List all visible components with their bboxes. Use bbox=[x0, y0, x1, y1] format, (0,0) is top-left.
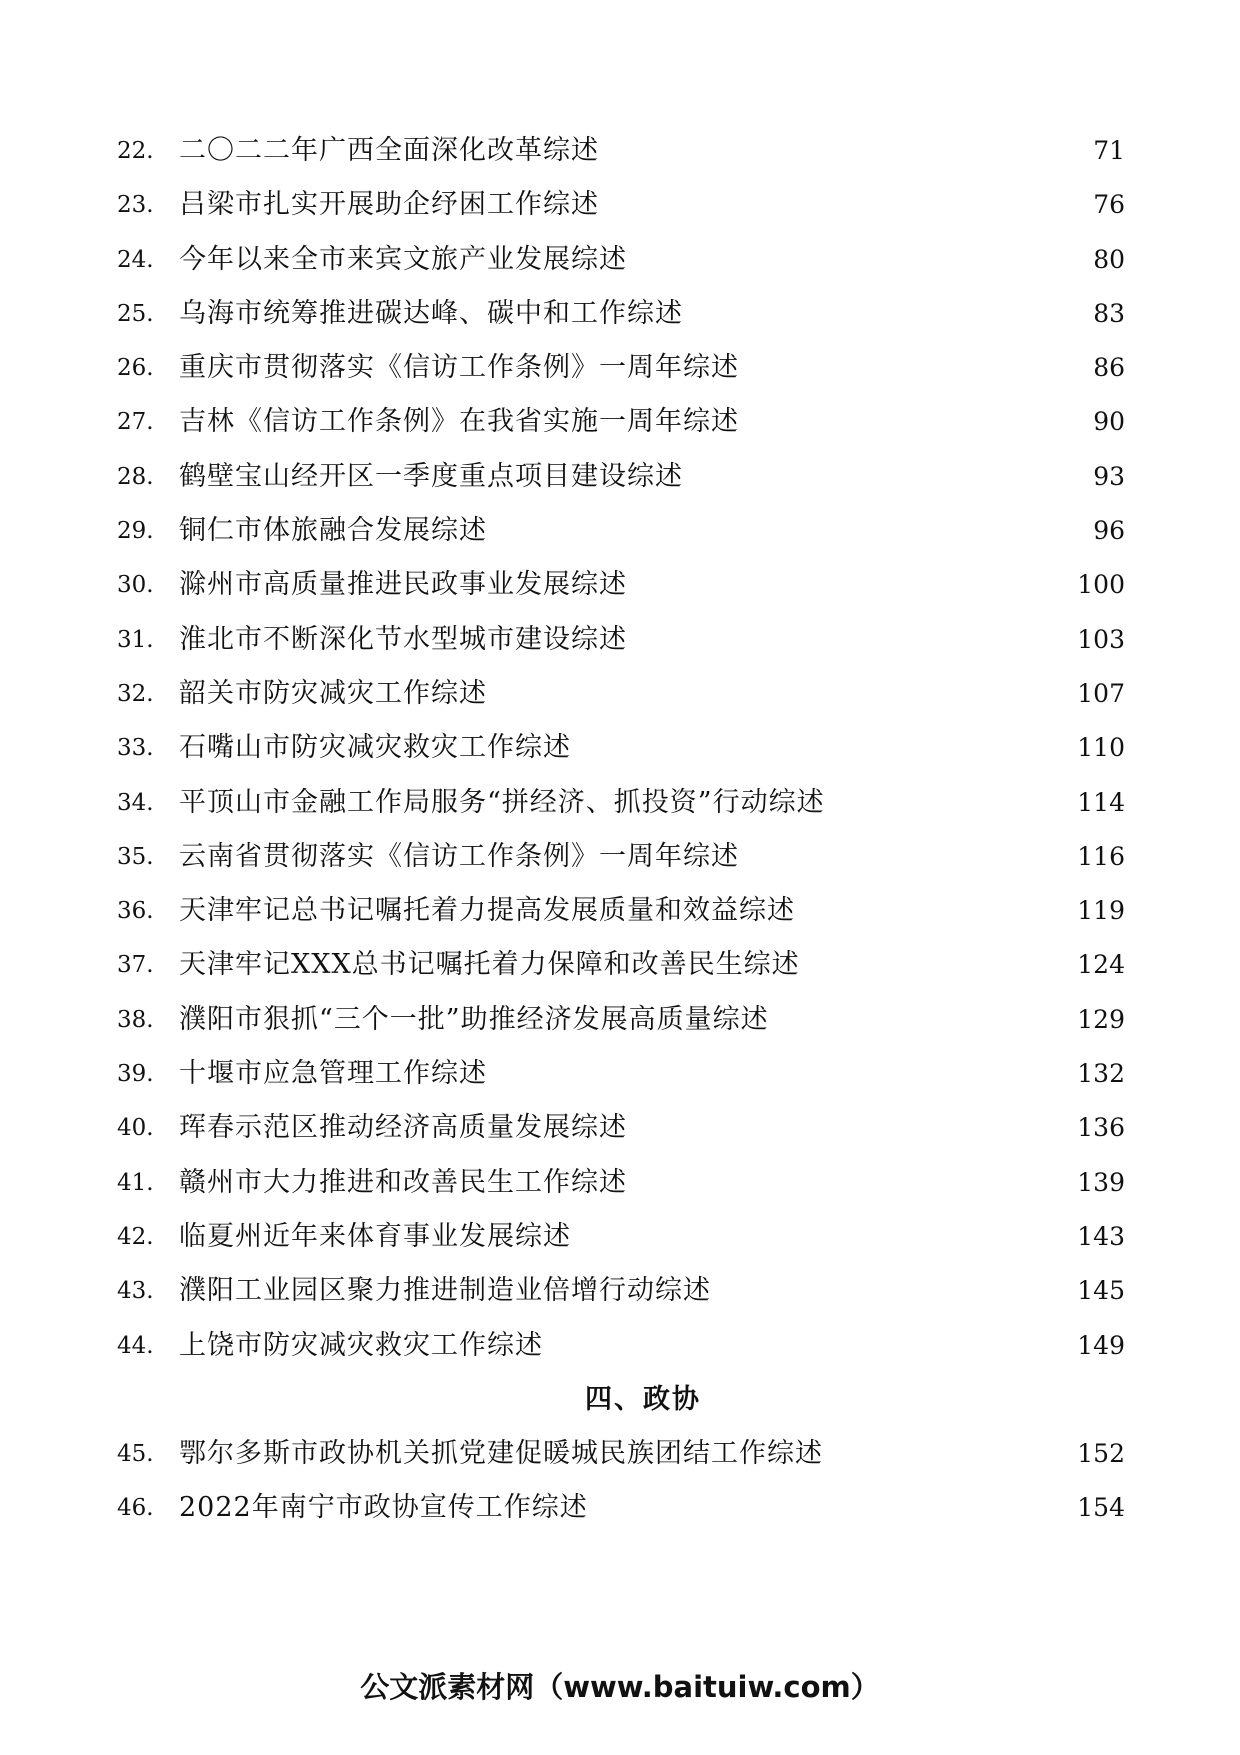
toc-entry-page-number: 119 bbox=[1077, 896, 1125, 926]
toc-entry-number: 43. bbox=[117, 1278, 154, 1305]
toc-entry-page-number: 145 bbox=[1077, 1276, 1125, 1306]
toc-entry-number: 22. bbox=[117, 138, 154, 164]
toc-entries-group bbox=[117, 124, 1125, 1373]
toc-entry[interactable] bbox=[117, 450, 1125, 504]
toc-entry-page-number: 124 bbox=[1077, 950, 1125, 980]
toc-entry-title: 云南省贯彻落实《信访工作条例》一周年综述 bbox=[179, 840, 739, 872]
toc-entry-number: 29. bbox=[117, 518, 154, 545]
toc-entry-page-number: 114 bbox=[1077, 787, 1125, 817]
toc-entry-number: 35. bbox=[117, 843, 154, 870]
toc-entry[interactable] bbox=[117, 341, 1125, 395]
toc-entry[interactable] bbox=[117, 993, 1125, 1047]
footer-watermark: 公文派素材网（www.baituiw.com） bbox=[360, 1670, 880, 1704]
toc-entry-title: 天津牢记XXX总书记嘱托着力保障和改善民生综述 bbox=[179, 949, 800, 981]
toc-entry[interactable] bbox=[117, 721, 1125, 775]
toc-entry-page-number: 152 bbox=[1077, 1439, 1125, 1469]
toc-entry-number: 30. bbox=[117, 572, 154, 599]
toc-entry[interactable] bbox=[117, 613, 1125, 667]
toc-entry-title: 濮阳工业园区聚力推进制造业倍增行动综述 bbox=[179, 1275, 711, 1307]
toc-entry-title: 濮阳市狠抓“三个一批”助推经济发展高质量综述 bbox=[179, 1003, 769, 1035]
toc-entry-title: 二〇二二年广西全面深化改革综述 bbox=[179, 135, 599, 166]
section-heading: 四、政协 bbox=[585, 1383, 701, 1415]
toc-entry-title: 滁州市高质量推进民政事业发展综述 bbox=[179, 569, 627, 601]
toc-entry[interactable] bbox=[117, 504, 1125, 558]
toc-entries-group bbox=[117, 1427, 1125, 1536]
toc-entry-page-number: 110 bbox=[1077, 733, 1125, 763]
toc-entry[interactable] bbox=[117, 884, 1125, 938]
toc-entry-page-number: 103 bbox=[1077, 624, 1125, 654]
toc-entry-title: 鹤壁宝山经开区一季度重点项目建设综述 bbox=[179, 460, 683, 492]
toc-entry[interactable] bbox=[117, 1481, 1125, 1535]
toc-entry[interactable] bbox=[117, 1156, 1125, 1210]
toc-entry-page-number: 154 bbox=[1077, 1493, 1125, 1523]
toc-entry[interactable] bbox=[117, 830, 1125, 884]
toc-entry-number: 27. bbox=[117, 409, 154, 436]
toc-entry[interactable] bbox=[117, 395, 1125, 449]
toc-entry-number: 23. bbox=[117, 192, 154, 219]
toc-entry-page-number: 83 bbox=[1093, 298, 1125, 328]
toc-entry-title: 临夏州近年来体育事业发展综述 bbox=[179, 1220, 571, 1252]
toc-entry-number: 38. bbox=[117, 1006, 154, 1033]
toc-entry[interactable] bbox=[117, 667, 1125, 721]
toc-entry-title: 韶关市防灾减灾工作综述 bbox=[179, 677, 487, 709]
toc-entry-title: 2022年南宁市政协宣传工作综述 bbox=[179, 1492, 588, 1524]
toc-entry-page-number: 139 bbox=[1077, 1167, 1125, 1197]
toc-entry-page-number: 116 bbox=[1077, 841, 1125, 871]
toc-entry-title: 平顶山市金融工作局服务“拼经济、抓投资”行动综述 bbox=[179, 786, 825, 818]
toc-entry-number: 32. bbox=[117, 680, 154, 707]
toc-entry-title: 淮北市不断深化节水型城市建设综述 bbox=[179, 623, 627, 655]
toc-entry[interactable] bbox=[117, 1319, 1125, 1373]
toc-entry-number: 36. bbox=[117, 898, 154, 925]
toc-entry[interactable] bbox=[117, 233, 1125, 287]
toc-entry[interactable] bbox=[117, 287, 1125, 341]
toc-entry-title: 十堰市应急管理工作综述 bbox=[179, 1058, 487, 1090]
toc-entry-title: 石嘴山市防灾减灾救灾工作综述 bbox=[179, 732, 571, 764]
toc-entry-title: 重庆市贯彻落实《信访工作条例》一周年综述 bbox=[179, 352, 739, 384]
toc-entry-page-number: 136 bbox=[1077, 1113, 1125, 1143]
toc-entry-number: 42. bbox=[117, 1223, 154, 1250]
toc-entry-page-number: 76 bbox=[1093, 190, 1125, 220]
toc-entry-title: 吕梁市扎实开展助企纾困工作综述 bbox=[179, 189, 599, 221]
toc-entry-number: 37. bbox=[117, 952, 154, 979]
toc-entry-title: 鄂尔多斯市政协机关抓党建促暖城民族团结工作综述 bbox=[179, 1438, 823, 1470]
toc-entry[interactable] bbox=[117, 776, 1125, 830]
toc-entry-page-number: 90 bbox=[1093, 407, 1125, 437]
toc-entry[interactable] bbox=[117, 1047, 1125, 1101]
toc-entry-title: 铜仁市体旅融合发展综述 bbox=[179, 515, 487, 547]
toc-entry-title: 赣州市大力推进和改善民生工作综述 bbox=[179, 1166, 627, 1198]
toc-entry-page-number: 86 bbox=[1093, 353, 1125, 383]
toc-entry[interactable] bbox=[117, 1427, 1125, 1481]
toc-entry-number: 26. bbox=[117, 355, 154, 382]
table-of-contents bbox=[117, 124, 1125, 1536]
toc-entry-number: 31. bbox=[117, 626, 154, 653]
toc-entry-title: 今年以来全市来宾文旅产业发展综述 bbox=[179, 243, 627, 275]
toc-entry[interactable] bbox=[117, 558, 1125, 612]
toc-entry-number: 41. bbox=[117, 1169, 154, 1196]
toc-entry-page-number: 107 bbox=[1077, 678, 1125, 708]
toc-entry[interactable] bbox=[117, 938, 1125, 992]
toc-entry-page-number: 132 bbox=[1077, 1059, 1125, 1089]
toc-entry[interactable] bbox=[117, 124, 1125, 178]
toc-entry[interactable] bbox=[117, 1210, 1125, 1264]
toc-entry-number: 33. bbox=[117, 735, 154, 762]
toc-entry-number: 39. bbox=[117, 1061, 154, 1088]
toc-entry[interactable] bbox=[117, 178, 1125, 232]
toc-entry-number: 24. bbox=[117, 246, 154, 273]
toc-entry-number: 46. bbox=[117, 1495, 154, 1522]
toc-entry-number: 45. bbox=[117, 1441, 154, 1468]
toc-entry-number: 34. bbox=[117, 789, 154, 816]
toc-entry-page-number: 80 bbox=[1093, 244, 1125, 274]
toc-entry-number: 44. bbox=[117, 1332, 154, 1359]
toc-entry[interactable] bbox=[117, 1101, 1125, 1155]
toc-entry-number: 28. bbox=[117, 463, 154, 490]
toc-entry-title: 天津牢记总书记嘱托着力提高发展质量和效益综述 bbox=[179, 895, 795, 927]
toc-entry-number: 40. bbox=[117, 1115, 154, 1142]
toc-entry-page-number: 71 bbox=[1093, 136, 1125, 165]
toc-entry-page-number: 129 bbox=[1077, 1004, 1125, 1034]
toc-entry-page-number: 143 bbox=[1077, 1221, 1125, 1251]
toc-entry-title: 上饶市防灾减灾救灾工作综述 bbox=[179, 1329, 543, 1361]
toc-entry-page-number: 149 bbox=[1077, 1330, 1125, 1360]
toc-entry-page-number: 100 bbox=[1077, 570, 1125, 600]
toc-entry-page-number: 96 bbox=[1093, 516, 1125, 546]
toc-entry-title: 吉林《信访工作条例》在我省实施一周年综述 bbox=[179, 406, 739, 438]
toc-entry[interactable] bbox=[117, 1264, 1125, 1318]
toc-entry-page-number: 93 bbox=[1093, 461, 1125, 491]
toc-entry-number: 25. bbox=[117, 300, 154, 327]
toc-entry-title: 珲春示范区推动经济高质量发展综述 bbox=[179, 1112, 627, 1144]
toc-entry-title: 乌海市统筹推进碳达峰、碳中和工作综述 bbox=[179, 297, 683, 329]
